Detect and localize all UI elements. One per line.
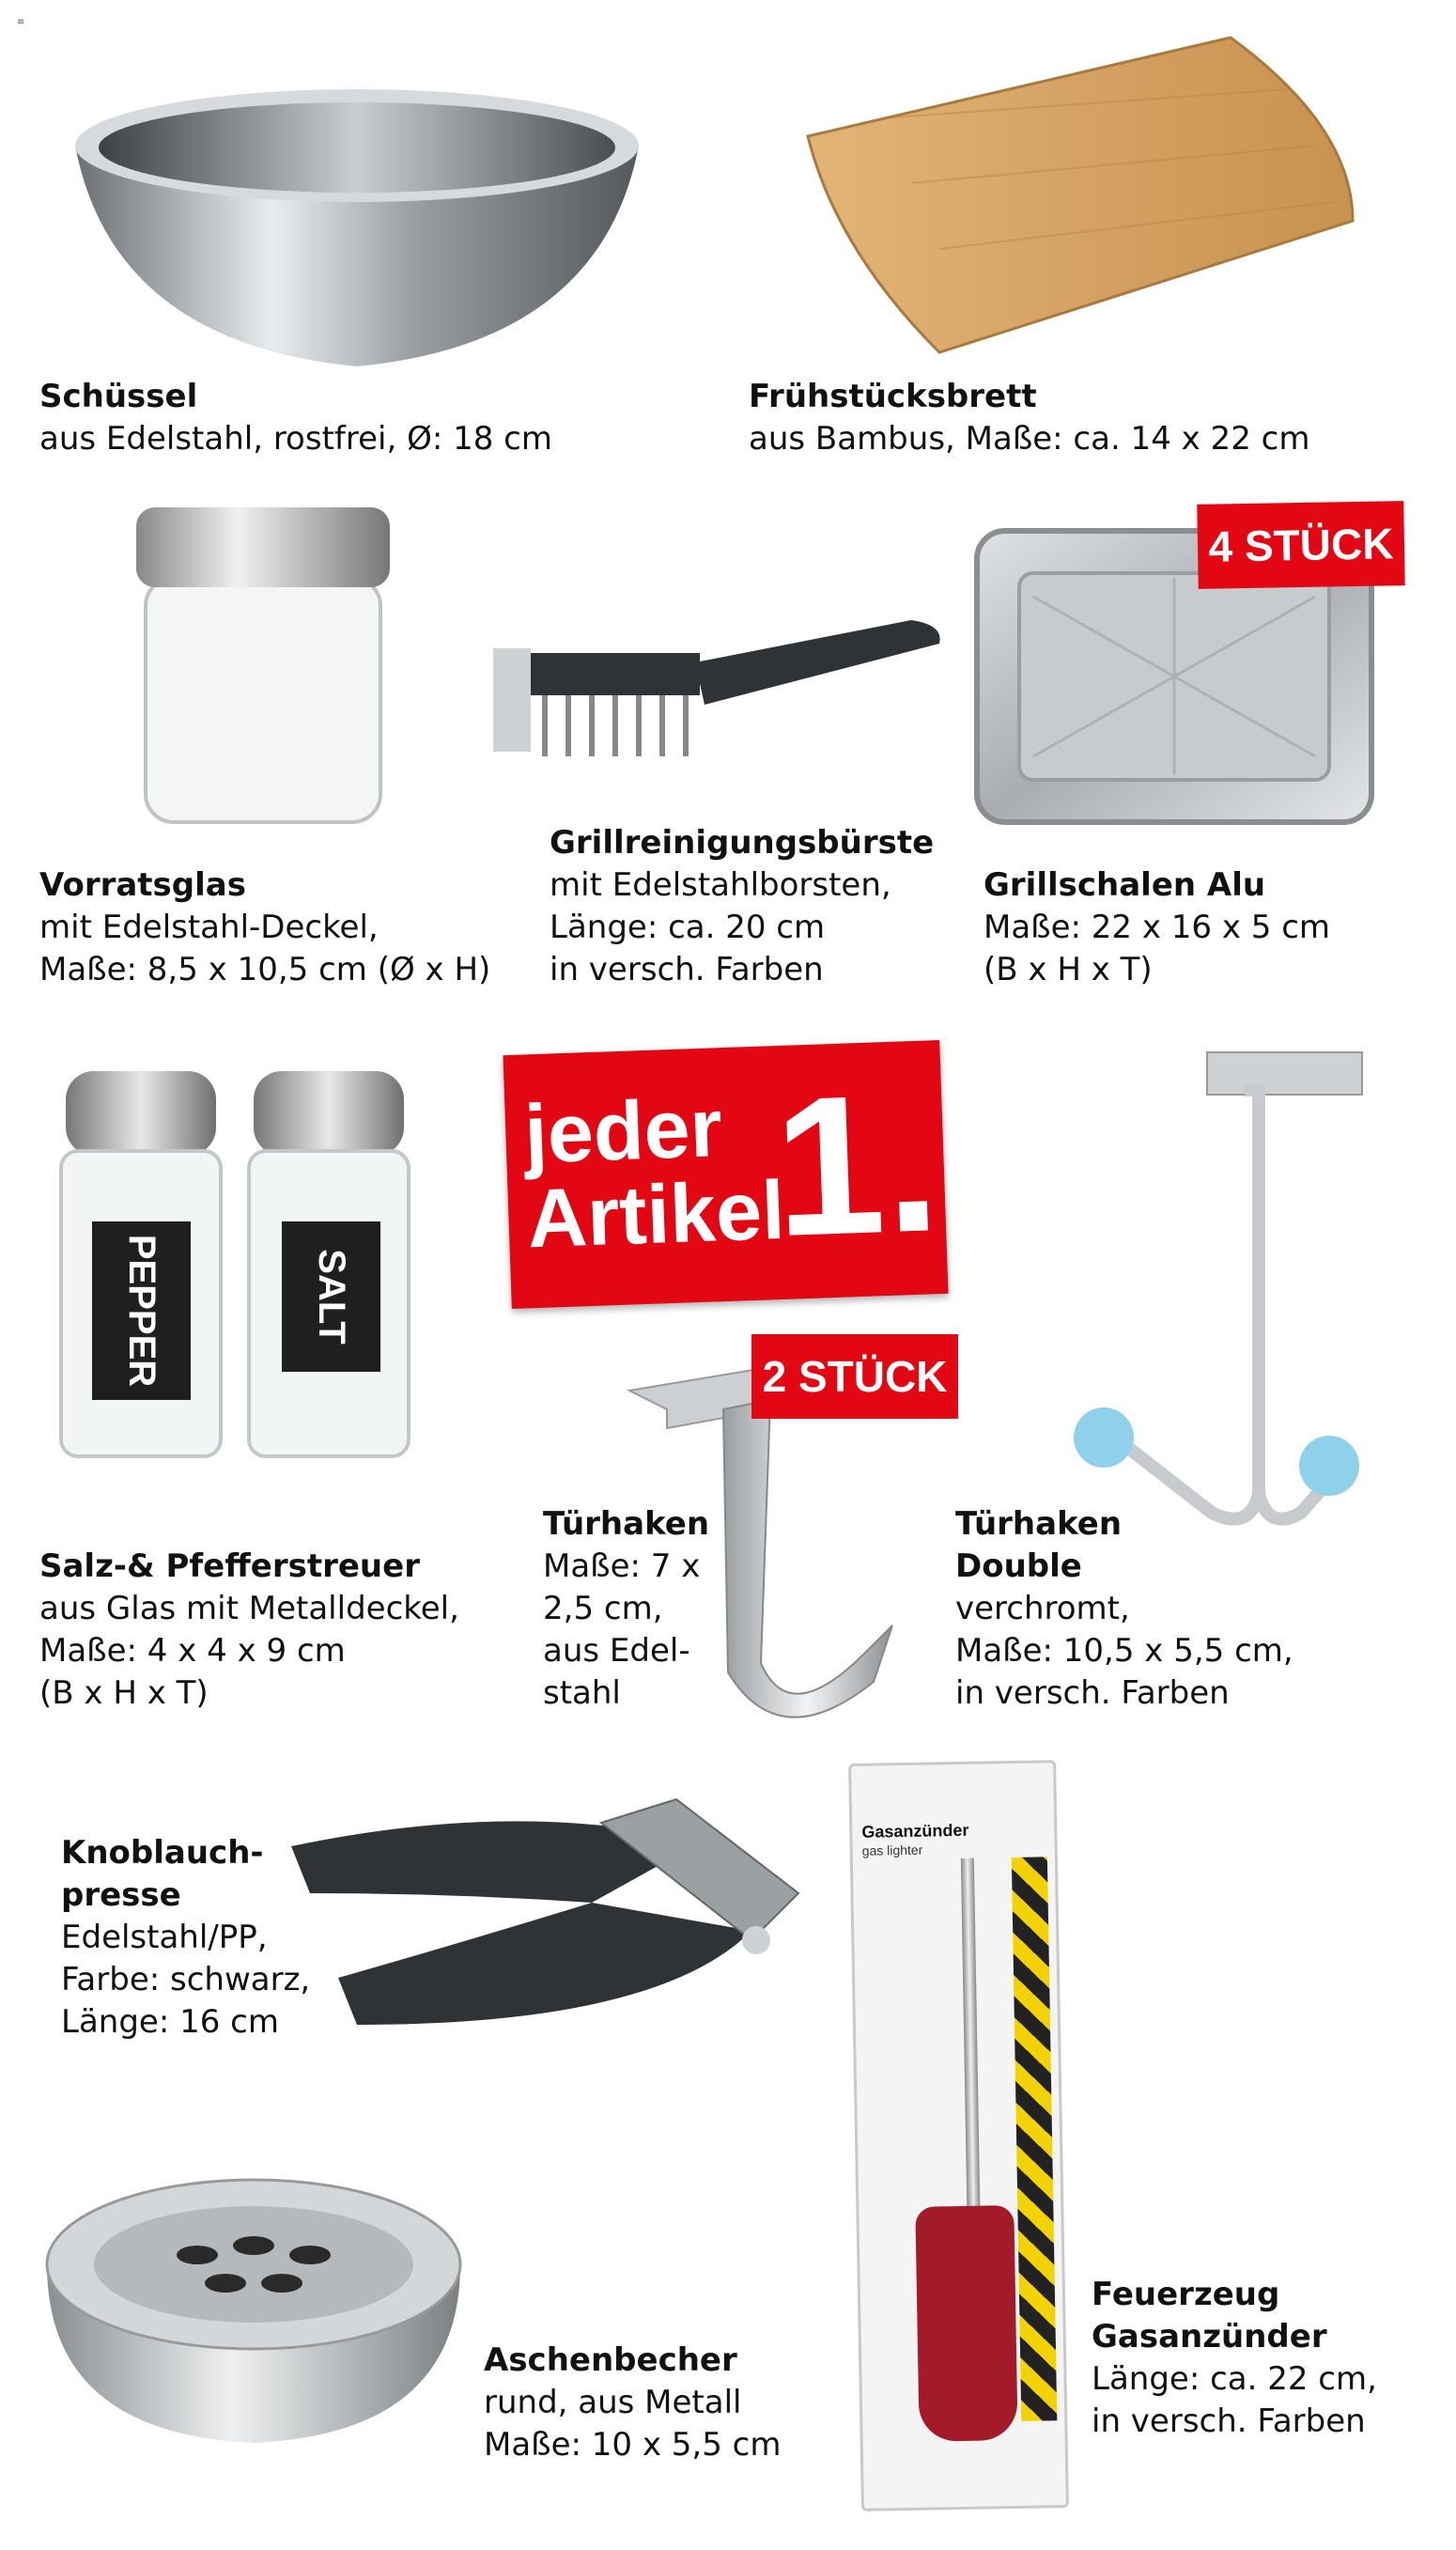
price-badge-line1: jeder (522, 1081, 724, 1181)
bowl-title: Schüssel (39, 378, 198, 415)
ashtray-image (38, 2152, 470, 2452)
lighter-pack-label: Gasanzünder (861, 1820, 969, 1842)
brush-desc-2: Länge: ca. 20 cm (550, 909, 826, 946)
shakers-title: Salz-& Pfefferstreuer (39, 1547, 420, 1585)
ashtray-desc-2: Maße: 10 x 5,5 cm (484, 2426, 782, 2464)
grill-brush-image (488, 611, 949, 780)
price-value: 1.- (770, 1049, 1009, 1279)
jar-title: Vorratsglas (39, 866, 246, 904)
page-mark: ≡ (17, 17, 25, 27)
double-hook-title-1: Türhaken (955, 1505, 1123, 1543)
pepper-label: PEPPER (121, 1234, 163, 1388)
garlic-title-1: Knoblauch- (61, 1834, 264, 1872)
brush-desc-1: mit Edelstahlborsten, (550, 866, 891, 904)
trays-title: Grillschalen Alu (984, 866, 1266, 904)
brush-title: Grillreinigungsbürste (550, 824, 935, 862)
jar-desc-2: Maße: 8,5 x 10,5 cm (Ø x H) (39, 951, 491, 988)
four-pack-badge: 4 STÜCK (1197, 501, 1405, 589)
ashtray-title: Aschenbecher (484, 2341, 737, 2379)
garlic-desc-2: Farbe: schwarz, (61, 1961, 311, 1998)
shakers-desc-3: (B x H x T) (39, 1674, 209, 1712)
lighter-title-1: Feuerzeug (1092, 2276, 1280, 2313)
garlic-desc-3: Länge: 16 cm (61, 2003, 279, 2041)
price-badge (503, 1040, 1009, 1309)
hook-desc-1: Maße: 7 x (543, 1547, 701, 1585)
lighter-title-2: Gasanzünder (1092, 2318, 1327, 2356)
jar-desc-1: mit Edelstahl-Deckel, (39, 909, 379, 946)
shakers-desc-1: aus Glas mit Metalldeckel, (39, 1590, 459, 1627)
garlic-press-image (282, 1790, 808, 2062)
board-desc: aus Bambus, Maße: ca. 14 x 22 cm (749, 420, 1310, 458)
bowl-desc: aus Edelstahl, rostfrei, Ø: 18 cm (39, 420, 552, 458)
trays-desc-2: (B x H x T) (984, 951, 1153, 988)
garlic-title-2: presse (61, 1876, 181, 1914)
price-badge-line2: Artikel (525, 1162, 786, 1266)
ashtray-desc-1: rund, aus Metall (484, 2384, 742, 2421)
bowl-image (38, 80, 676, 381)
garlic-desc-1: Edelstahl/PP, (61, 1919, 268, 1956)
double-hook-desc-3: in versch. Farben (955, 1674, 1230, 1712)
double-door-hook-image (1052, 1043, 1381, 1569)
gas-lighter-pack (848, 1760, 1069, 2511)
hook-title: Türhaken (543, 1505, 710, 1543)
shakers-desc-2: Maße: 4 x 4 x 9 cm (39, 1632, 346, 1670)
double-hook-title-2: Double (955, 1547, 1082, 1585)
board-title: Frühstücksbrett (749, 378, 1037, 415)
hook-desc-2: 2,5 cm, (543, 1590, 663, 1627)
double-hook-desc-2: Maße: 10,5 x 5,5 cm, (955, 1632, 1293, 1670)
lighter-desc-1: Länge: ca. 22 cm, (1092, 2360, 1377, 2398)
salt-label: SALT (311, 1249, 352, 1345)
hook-desc-3: aus Edel- (543, 1632, 690, 1670)
lighter-pack-sub: gas lighter (861, 1842, 923, 1858)
salt-pepper-shakers-image (56, 1062, 423, 1466)
brush-desc-3: in versch. Farben (550, 951, 824, 988)
cutting-board-image (798, 33, 1362, 371)
lighter-desc-2: in versch. Farben (1092, 2402, 1366, 2440)
trays-desc-1: Maße: 22 x 16 x 5 cm (984, 909, 1331, 946)
hook-desc-4: stahl (543, 1674, 621, 1712)
two-pack-badge: 2 STÜCK (751, 1334, 958, 1419)
storage-jar-image (132, 503, 395, 832)
double-hook-desc-1: verchromt, (955, 1590, 1130, 1627)
